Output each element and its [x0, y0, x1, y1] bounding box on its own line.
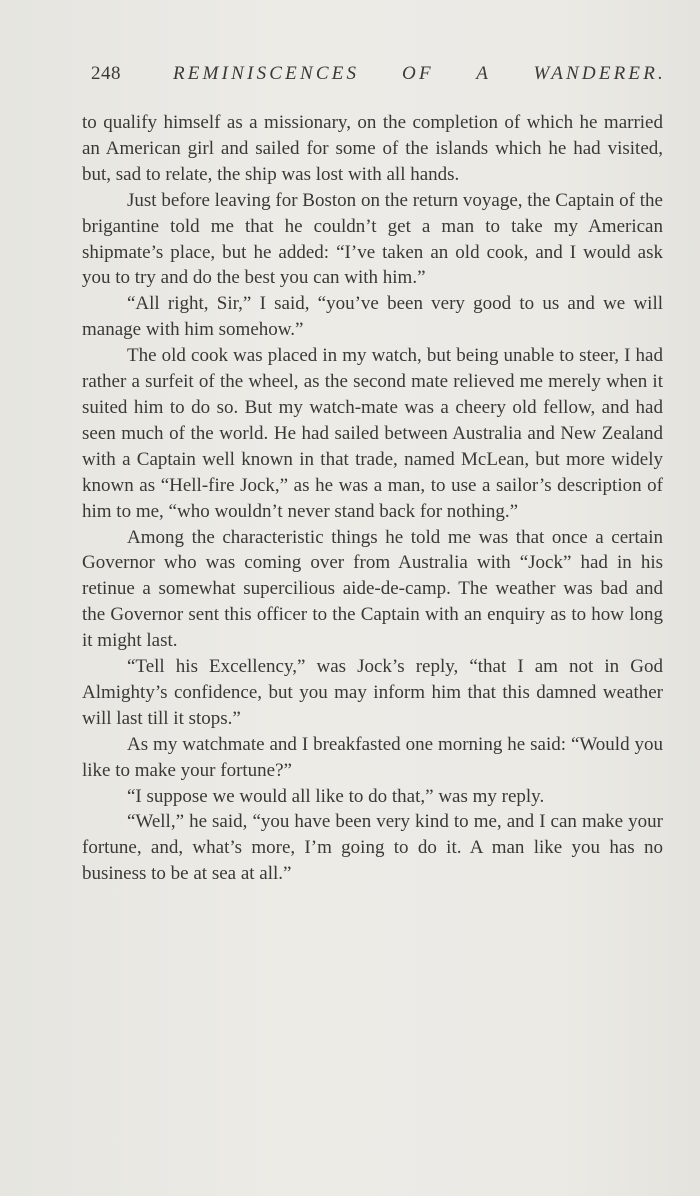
- paragraph: As my watchmate and I breakfasted one morning he said: “Would you like to make your fortune?”: [82, 733, 663, 781]
- paragraph: The old cook was placed in my watch, but being unable to steer, I had rather a surfeit of the wheel, as the second mate relieved me merely when it suited him to do so. But my watch-mate was a cheery old fellow, and had seen much of the world. He had sailed between Australia and New Zealand with a Captain well known in that trade, named McLean, but more widely known as “Hell-fire Jock,” as he was a man, to use a sailor’s description of him to me, “who wouldn’t never stand back for nothing.”: [82, 345, 663, 522]
- page-number: 248: [91, 63, 121, 84]
- running-title: REMINISCENCES OF A WANDERER.: [173, 63, 666, 84]
- paragraph: “I suppose we would all like to do that,” was my reply.: [127, 785, 545, 807]
- paragraph: “Well,” he said, “you have been very kind to me, and I can make your fortune, and, what’s more, I’m going to do it. A man like you has no business to be at sea at all.”: [82, 811, 663, 885]
- running-head: [91, 63, 666, 91]
- paragraph: “Tell his Excellency,” was Jock’s reply, “that I am not in God Almighty’s confidence, but you may inform him that this damned weather will last till it stops.”: [82, 656, 663, 729]
- paragraph: Among the characteristic things he told me was that once a certain Governor who was coming over from Australia with “Jock” had in his retinue a somewhat supercilious aide-de-camp. The weather was bad and the Governor sent this officer to the Captain with an enquiry as to how long it might last.: [82, 526, 663, 652]
- body-text: [82, 110, 663, 887]
- paragraph: “All right, Sir,” I said, “you’ve been very good to us and we will manage with him somehow.”: [82, 293, 663, 341]
- paragraph: Just before leaving for Boston on the return voyage, the Captain of the brigantine told me that he couldn’t get a man to take my American shipmate’s place, but he added: “I’ve taken an old cook, and I would ask you to try and do the best you can with him.”: [82, 189, 663, 289]
- paragraph-continued: to qualify himself as a missionary, on the completion of which he married an American girl and sailed for some of the islands which he had visited, but, sad to relate, the ship was lost with all hands.: [82, 112, 663, 185]
